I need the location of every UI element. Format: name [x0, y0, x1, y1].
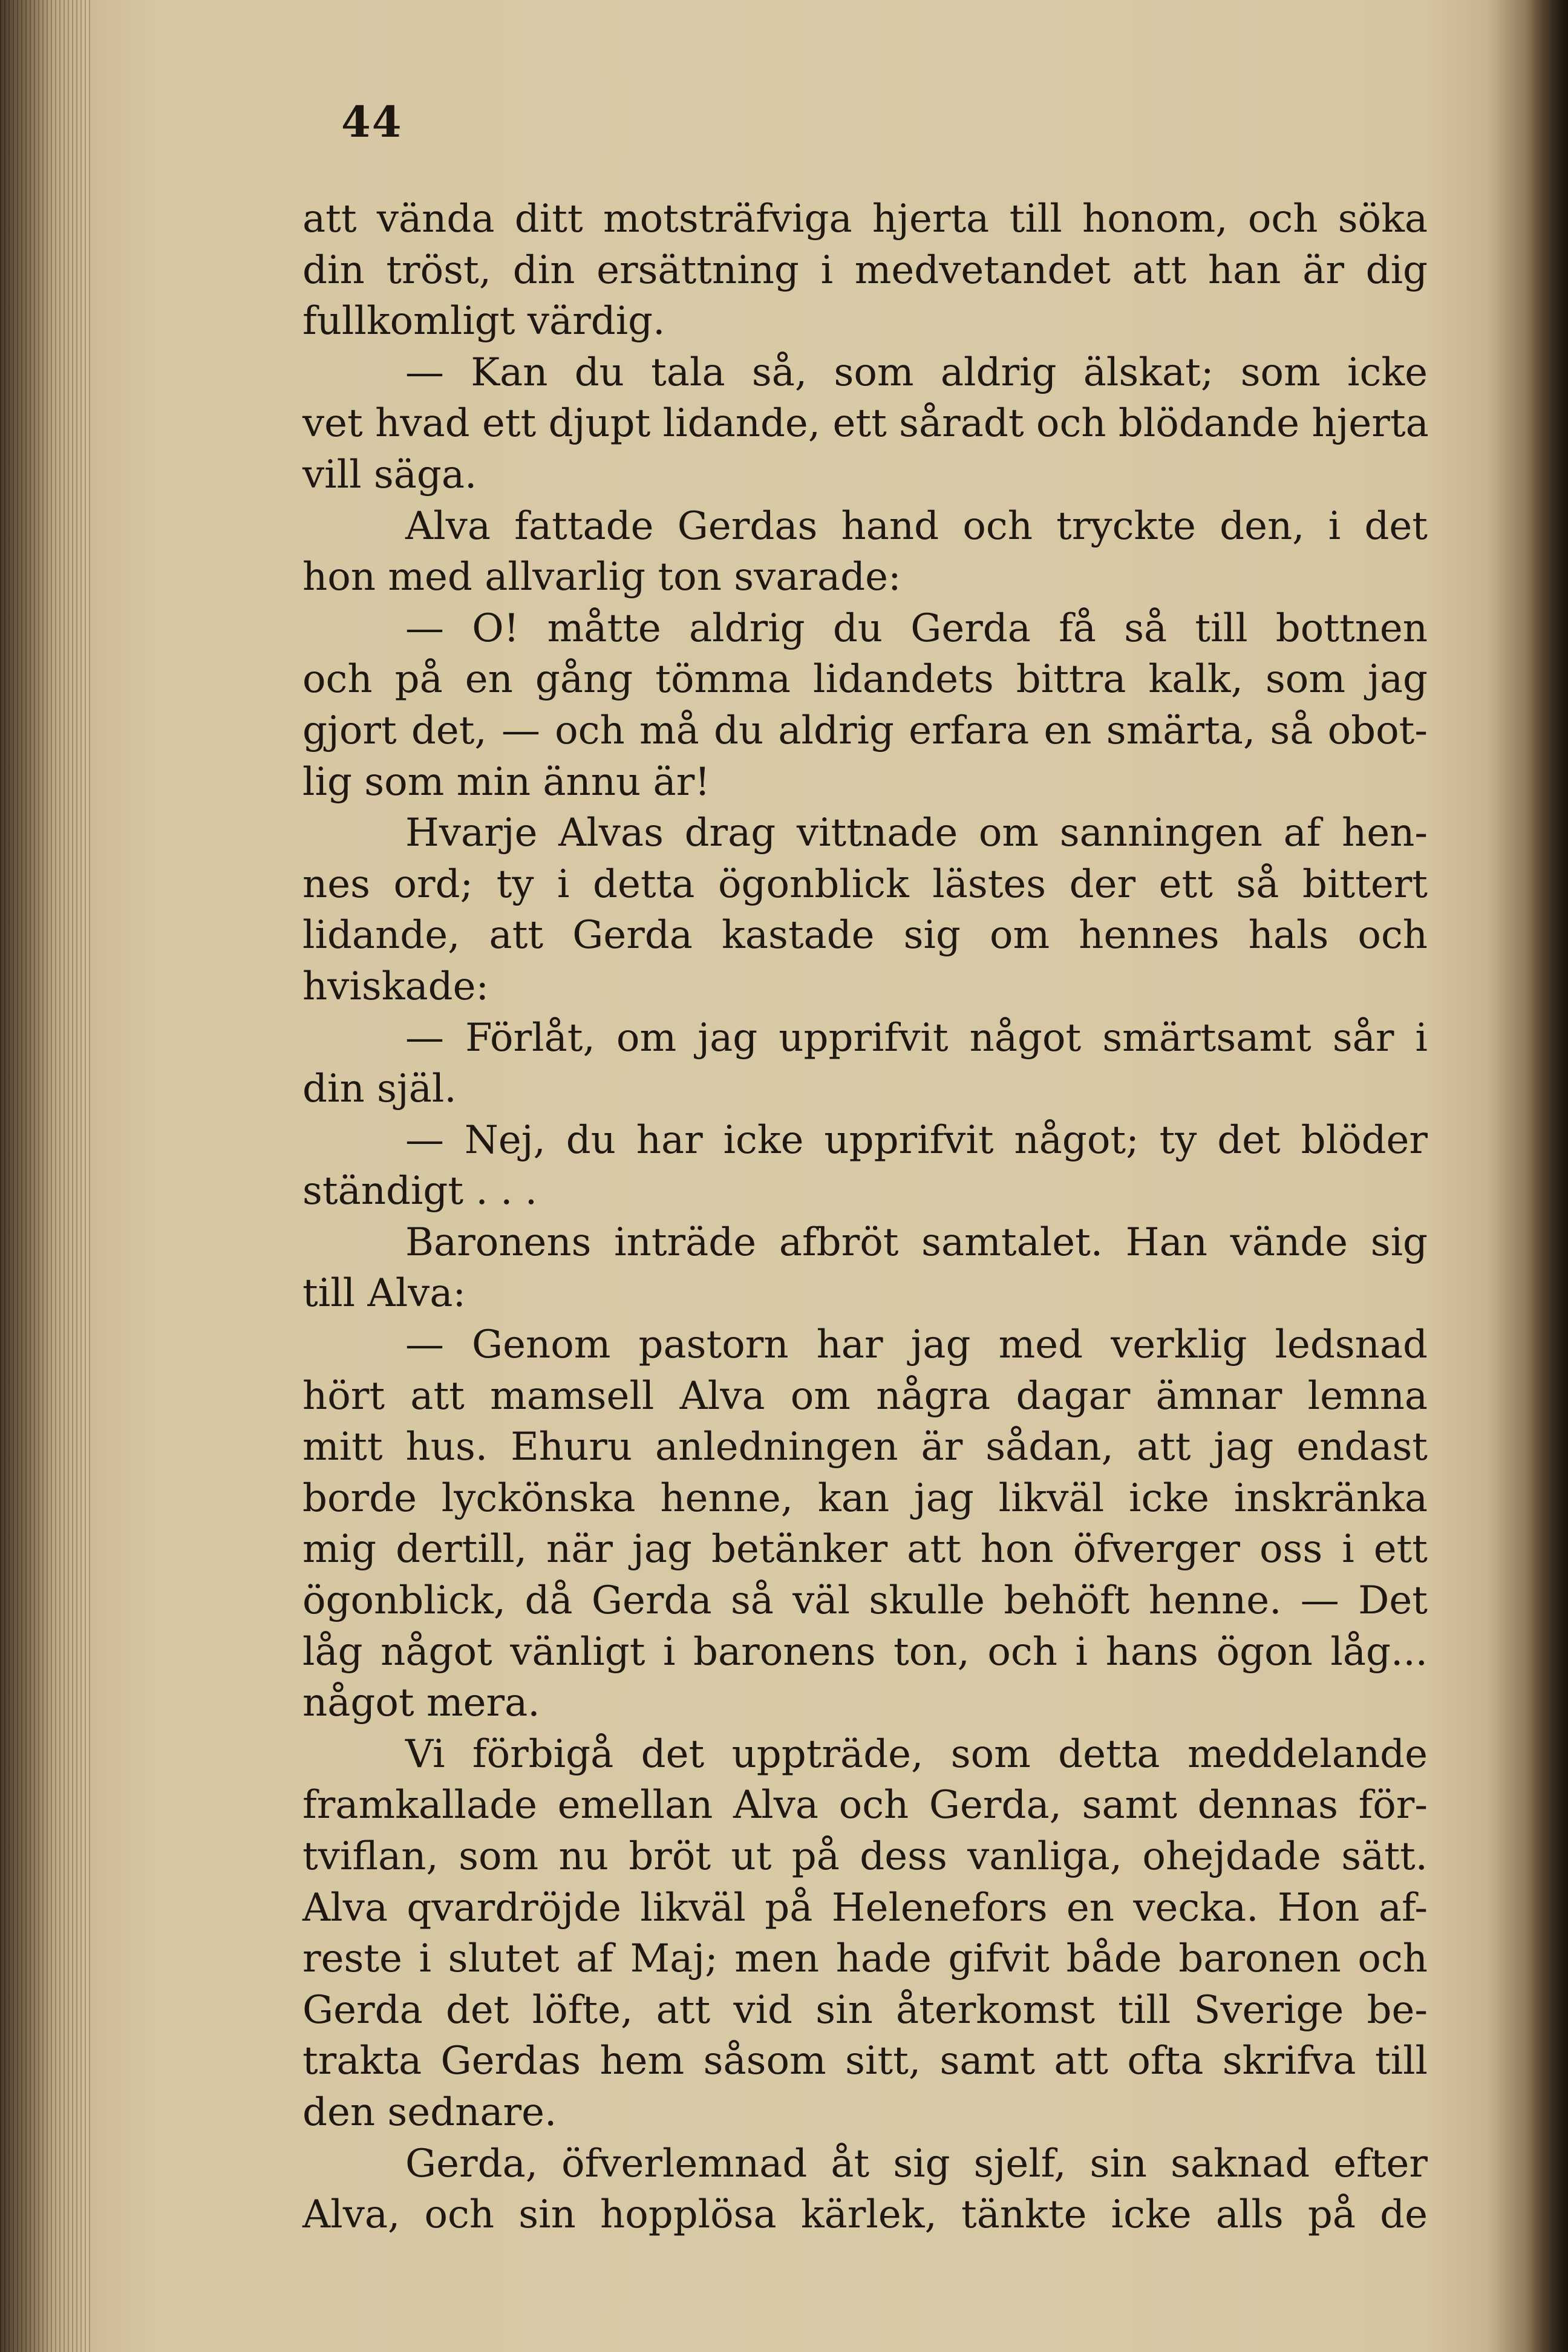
- text-line: Alva fattade Gerdas hand och tryckte den, i det: [405, 503, 1428, 549]
- text-line: Hvarje Alvas drag vittnade om sanningen af hen-: [405, 811, 1428, 856]
- text-line: vill säga.: [302, 452, 477, 497]
- page-number: 44: [341, 97, 403, 147]
- text-line: Vi förbigå det uppträde, som detta meddelande: [405, 1731, 1428, 1777]
- text-line: mig dertill, när jag betänker att hon öfverger oss i ett: [302, 1527, 1428, 1572]
- text-line: gjort det, — och må du aldrig erfara en smärta, så obot-: [302, 708, 1428, 753]
- text-line: vet hvad ett djupt lidande, ett såradt och blödande hjerta: [302, 401, 1429, 446]
- text-line: till Alva:: [302, 1271, 466, 1316]
- book-page: [302, 91, 1428, 2269]
- text-line: reste i slutet af Maj; men hade gifvit både baronen och: [302, 1936, 1428, 1982]
- text-line: Gerda det löfte, att vid sin återkomst till Sverige be-: [302, 1987, 1428, 2033]
- text-line: hon med allvarlig ton svarade:: [302, 555, 901, 600]
- text-line: Alva qvardröjde likväl på Helenefors en vecka. Hon af-: [302, 1885, 1428, 1930]
- text-line: — Förlåt, om jag upprifvit något smärtsamt sår i: [405, 1015, 1428, 1060]
- text-line: fullkomligt värdig.: [302, 299, 665, 344]
- text-line: hört att mamsell Alva om några dagar ämnar lemna: [302, 1373, 1428, 1419]
- text-line: Gerda, öfverlemnad åt sig sjelf, sin saknad efter: [405, 2141, 1428, 2186]
- text-line: — Kan du tala så, som aldrig älskat; som icke: [405, 350, 1428, 395]
- text-line: och på en gång tömma lidandets bittra kalk, som jag: [302, 657, 1428, 702]
- body-text: [302, 194, 1428, 2241]
- text-line: — Genom pastorn har jag med verklig ledsnad: [405, 1322, 1428, 1368]
- text-line: din själ.: [302, 1067, 457, 1112]
- text-line: något mera.: [302, 1681, 540, 1726]
- text-line: låg något vänligt i baronens ton, och i hans ögon låg...: [302, 1629, 1428, 1674]
- text-line: din tröst, din ersättning i medvetandet att han är dig: [302, 247, 1428, 293]
- text-line: Baronens inträde afbröt samtalet. Han vände sig: [405, 1220, 1428, 1265]
- text-line: framkallade emellan Alva och Gerda, samt dennas för-: [302, 1783, 1428, 1828]
- text-line: nes ord; ty i detta ögonblick lästes der ett så bittert: [302, 861, 1428, 907]
- text-line: den sednare.: [302, 2089, 557, 2135]
- text-line: tviflan, som nu bröt ut på dess vanliga, ohejdade sätt.: [302, 1834, 1428, 1879]
- text-line: att vända ditt motsträfviga hjerta till honom, och söka: [302, 197, 1428, 241]
- text-line: ständigt . . .: [302, 1169, 538, 1214]
- text-line: trakta Gerdas hem såsom sitt, samt att ofta skrifva till: [302, 2039, 1428, 2084]
- text-line: lig som min ännu är!: [302, 759, 710, 805]
- text-line: — Nej, du har icke upprifvit något; ty det blöder: [405, 1117, 1428, 1163]
- text-line: Alva, och sin hopplösa kärlek, tänkte icke alls på de: [302, 2192, 1428, 2238]
- text-line: — O! måtte aldrig du Gerda få så till bottnen: [405, 606, 1428, 651]
- text-line: mitt hus. Ehuru anledningen är sådan, att jag endast: [302, 1425, 1428, 1470]
- page-edge-shadow: [1526, 0, 1568, 2352]
- book-binding-gutter: [0, 0, 91, 2352]
- text-line: borde lyckönska henne, kan jag likväl icke inskränka: [302, 1475, 1428, 1521]
- text-line: ögonblick, då Gerda så väl skulle behöft henne. — Det: [302, 1578, 1428, 1624]
- text-line: lidande, att Gerda kastade sig om hennes hals och: [302, 913, 1428, 958]
- text-line: hviskade:: [302, 964, 489, 1009]
